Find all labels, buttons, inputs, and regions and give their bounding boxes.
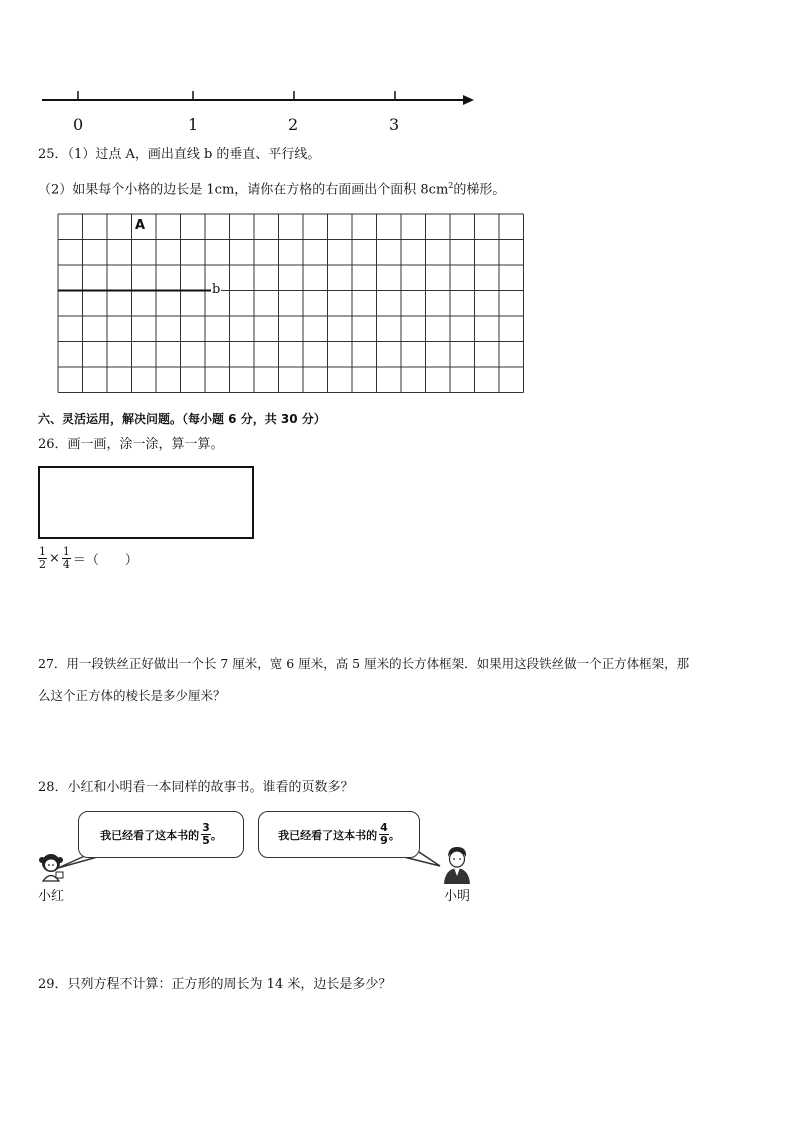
bubble1-fraction: $\frac{3}{5}$ bbox=[202, 821, 210, 847]
bubble1-end: 。 bbox=[210, 828, 222, 842]
girl-name: 小红 bbox=[38, 889, 65, 904]
q25-part2 bbox=[38, 177, 505, 199]
line-b-label: b bbox=[212, 282, 221, 297]
number-line-label-1: 1 bbox=[188, 115, 199, 134]
q27-line1: 27．用一段铁丝正好做出一个长 7 厘米，宽 6 厘米，高 5 厘米的长方体框架．如果用这段铁丝做一个正方体框架，那 bbox=[38, 656, 690, 671]
q26-rectangle bbox=[38, 466, 254, 539]
speech-bubble-xiaoming bbox=[258, 811, 420, 858]
q29-text: 29．只列方程不计算：正方形的周长为 14 米，边长是多少？ bbox=[38, 977, 392, 992]
bubble2-end: 。 bbox=[388, 828, 400, 842]
q26-fraction-1: $\frac{1}{2}$ bbox=[39, 545, 46, 571]
square-grid bbox=[56, 212, 526, 394]
number-line-label-2: 2 bbox=[288, 115, 299, 134]
q27-line2: 么这个正方体的棱长是多少厘米？ bbox=[38, 688, 226, 703]
speech-bubble-xiaohong bbox=[78, 811, 244, 858]
number-line-label-0: 0 bbox=[73, 115, 84, 134]
number-line bbox=[40, 88, 480, 112]
bubble2-fraction: $\frac{4}{9}$ bbox=[380, 821, 388, 847]
bubble1-text: 我已经看了这本书的 bbox=[100, 828, 200, 842]
q28-text: 28．小红和小明看一本同样的故事书。谁看的页数多？ bbox=[38, 780, 354, 795]
q26-fraction-2: $\frac{1}{4}$ bbox=[62, 545, 70, 571]
bubble2-text: 我已经看了这本书的 bbox=[278, 828, 378, 842]
girl-icon bbox=[38, 852, 68, 882]
q26-equals: ＝（ ） bbox=[72, 553, 138, 568]
section-6-title: 六、灵活运用，解决问题。（每小题 6 分，共 30 分） bbox=[38, 412, 326, 426]
q26-text: 26．画一画，涂一涂，算一算。 bbox=[38, 437, 224, 452]
number-line-label-3: 3 bbox=[389, 115, 400, 134]
boy-name: 小明 bbox=[444, 889, 471, 904]
q25-part2-text: （2）如果每个小格的边长是 1cm，请你在方格的右面画出个面积 8cm bbox=[38, 182, 449, 198]
point-a-label: A bbox=[135, 218, 146, 233]
q25-superscript: 2 bbox=[448, 181, 454, 190]
boy-icon bbox=[440, 845, 474, 885]
q26-times: × bbox=[49, 551, 60, 566]
q25-part2-end: 的梯形。 bbox=[453, 182, 506, 198]
q25-part1: 25．（1）过点 A，画出直线 b 的垂直、平行线。 bbox=[38, 147, 321, 162]
q26-expression bbox=[38, 546, 138, 571]
